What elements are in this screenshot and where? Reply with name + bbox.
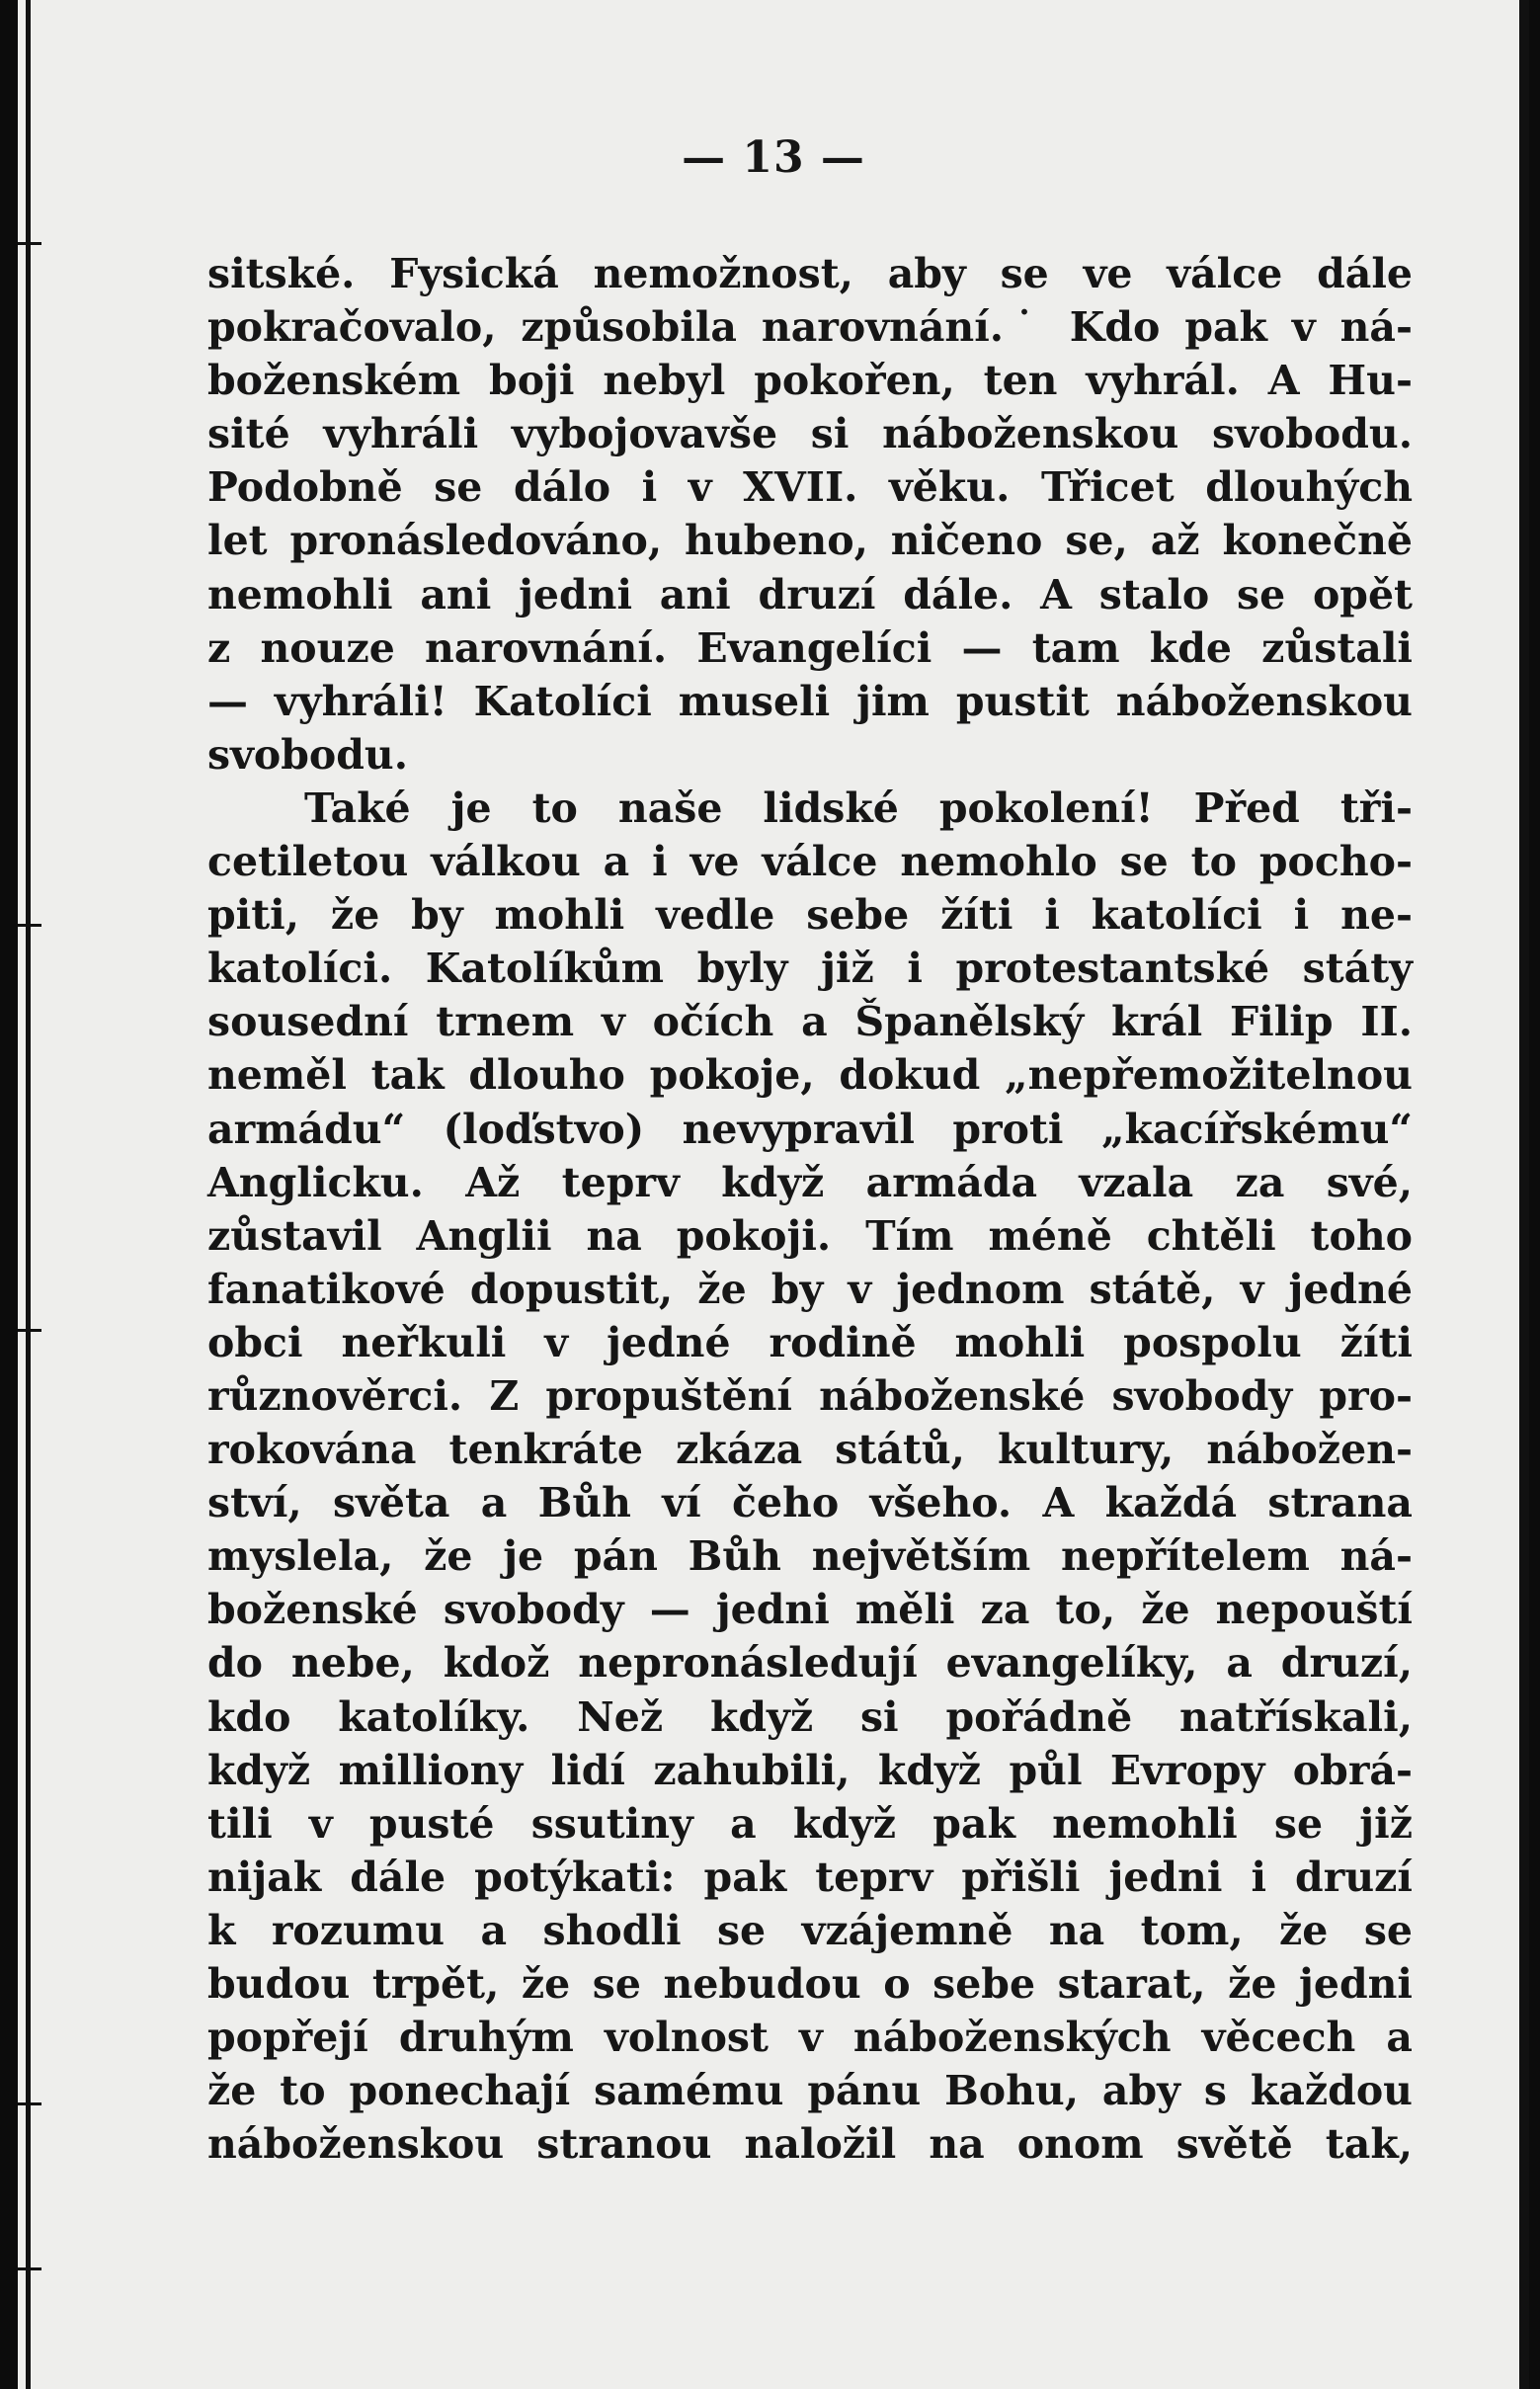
text-line: popřejí druhým volnost v náboženských věcech a: [207, 2014, 1413, 2062]
scanned-page: [18, 0, 1529, 2389]
text-line: piti, že by mohli vedle sebe žíti i katolíci i ne-: [207, 891, 1413, 940]
binding-edge-line: [26, 0, 31, 2389]
margin-tick: [18, 2102, 41, 2105]
text-line: neměl tak dlouho pokoje, dokud „nepřemožitelnou: [207, 1051, 1413, 1100]
text-line: nemohli ani jedni ani druzí dále. A stalo se opět: [207, 570, 1413, 618]
text-line: Podobně se dálo i v XVII. věku. Třicet dlouhých: [207, 463, 1413, 512]
text-line: Také je to naše lidské pokolení! Před tři-: [304, 783, 1413, 832]
text-line: myslela, že je pán Bůh největším nepřítelem ná-: [207, 1532, 1413, 1581]
text-line: Anglicku. Až teprv když armáda vzala za své,: [207, 1158, 1413, 1206]
margin-tick: [18, 924, 41, 927]
text-line: obci neřkuli v jedné rodině mohli pospolu žíti: [207, 1318, 1413, 1366]
text-line: rokována tenkráte zkáza států, kultury, nábožen-: [207, 1426, 1413, 1474]
text-line: že to ponechají samému pánu Bohu, aby s každou: [207, 2067, 1413, 2115]
text-line: let pronásledováno, hubeno, ničeno se, až konečně: [207, 517, 1413, 565]
text-line: ství, světa a Bůh ví čeho všeho. A každá strana: [207, 1479, 1413, 1527]
text-line: katolíci. Katolíkům byly již i protestantské státy: [207, 945, 1413, 993]
text-line: z nouze narovnání. Evangelíci — tam kde zůstali: [207, 623, 1413, 672]
body-text: [207, 247, 1413, 2171]
text-line: svobodu.: [207, 730, 409, 779]
text-line: tili v pusté ssutiny a když pak nemohli se již: [207, 1799, 1413, 1848]
text-line: k rozumu a shodli se vzájemně na tom, že se: [207, 1906, 1413, 1954]
text-line: do nebe, kdož nepronásledují evangelíky, a druzí,: [207, 1639, 1413, 1688]
text-line: boženském boji nebyl pokořen, ten vyhrál. A Hu-: [207, 357, 1413, 405]
text-line: různověrci. Z propuštění náboženské svobody pro-: [207, 1371, 1413, 1420]
text-line: boženské svobody — jedni měli za to, že nepouští: [207, 1586, 1413, 1634]
text-line: zůstavil Anglii na pokoji. Tím méně chtěli toho: [207, 1211, 1413, 1260]
text-line: sité vyhráli vybojovavše si náboženskou svobodu.: [207, 410, 1413, 458]
text-line: náboženskou stranou naložil na onom světě tak,: [207, 2120, 1413, 2169]
margin-tick: [18, 2267, 41, 2270]
text-line: nijak dále potýkati: pak teprv přišli jedni i druzí: [207, 1853, 1413, 1901]
text-line: budou trpět, že se nebudou o sebe starat, že jedni: [207, 1960, 1413, 2008]
text-line: armádu“ (loďstvo) nevypravil proti „kacířskému“: [207, 1105, 1413, 1153]
page-number: — 13 —: [682, 132, 865, 183]
text-line: když milliony lidí zahubili, když půl Evropy obrá-: [207, 1746, 1413, 1794]
text-line: sousední trnem v očích a Španělský král Filip II.: [207, 998, 1413, 1046]
scan-edge: [1519, 0, 1529, 2389]
margin-tick: [18, 242, 41, 245]
text-line: pokračovalo, způsobila narovnání.˙ Kdo pak v ná-: [207, 303, 1413, 352]
text-line: — vyhráli! Katolíci museli jim pustit náboženskou: [207, 677, 1413, 725]
margin-tick: [18, 1329, 41, 1332]
text-line: kdo katolíky. Než když si pořádně natřískali,: [207, 1692, 1413, 1741]
text-line: sitské. Fysická nemožnost, aby se ve válce dále: [207, 250, 1413, 297]
text-line: cetiletou válkou a i ve válce nemohlo se to pocho-: [207, 838, 1413, 886]
text-line: fanatikové dopustit, že by v jednom státě, v jedné: [207, 1265, 1413, 1313]
